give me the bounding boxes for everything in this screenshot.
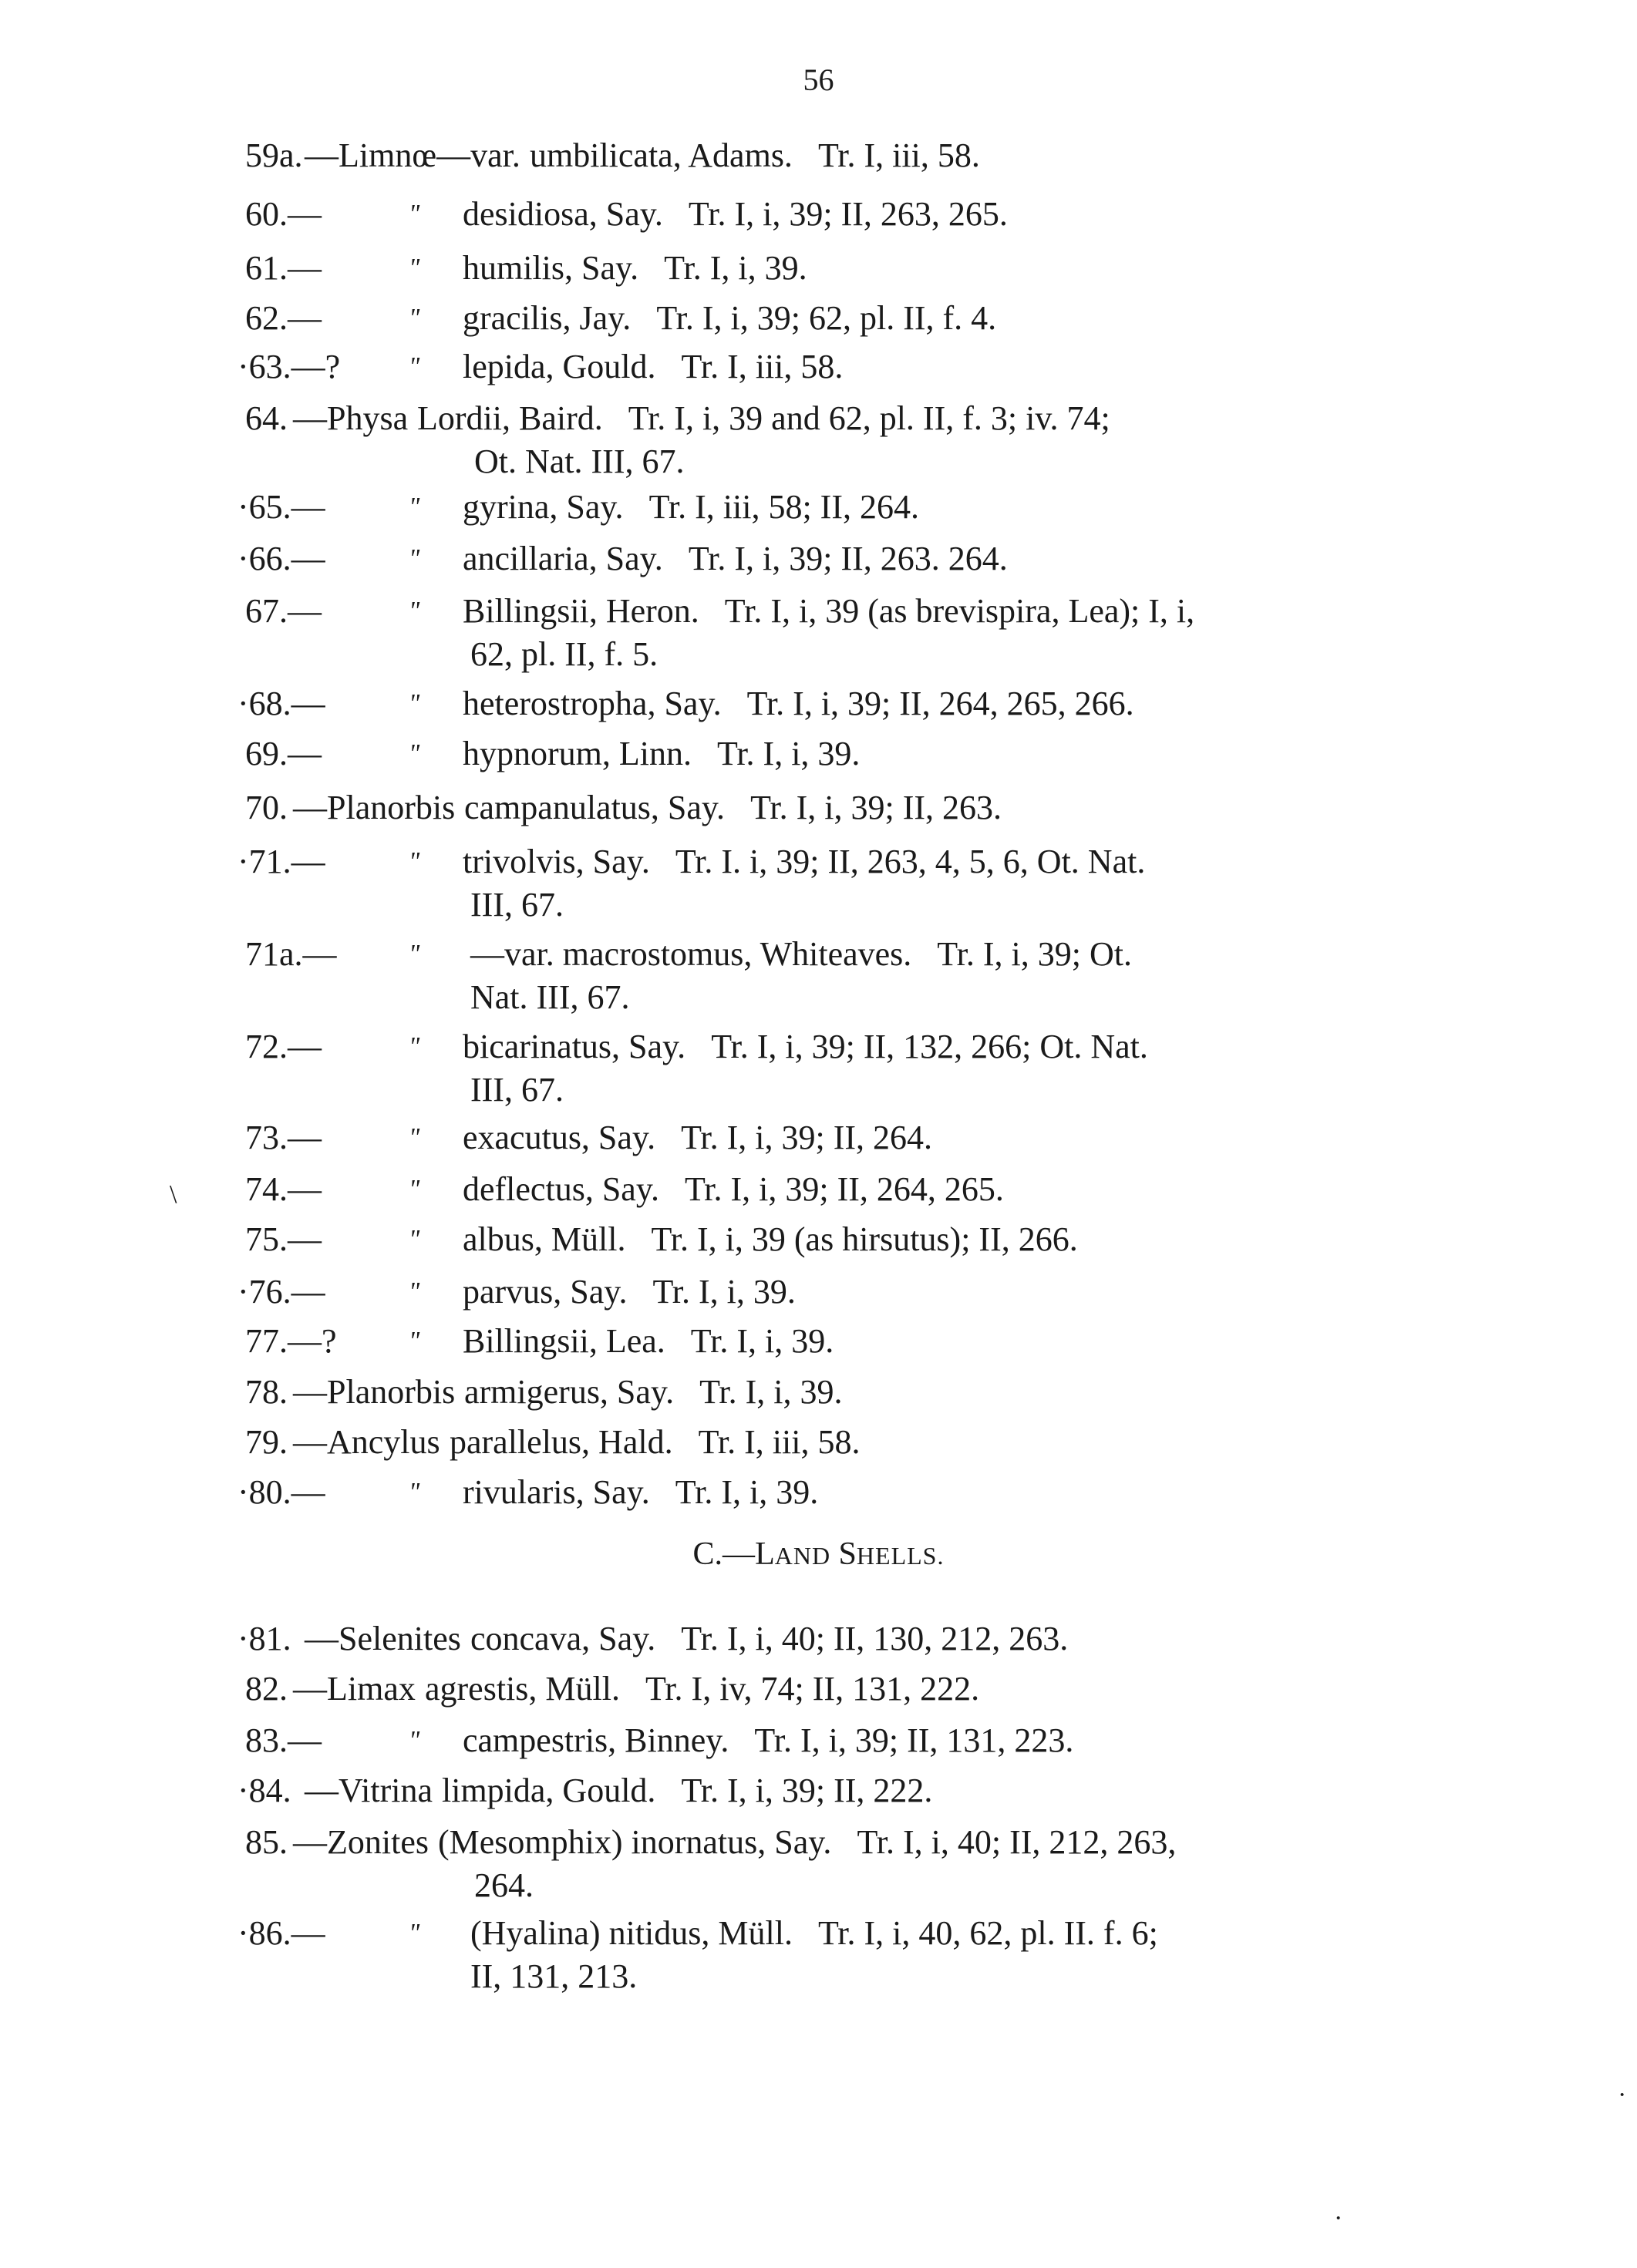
reference-continuation: 264. xyxy=(474,1866,534,1904)
entry-number: ·68.— xyxy=(237,685,325,722)
species-name: campanulatus, Say. xyxy=(464,789,726,826)
genus-name: —Limax xyxy=(293,1670,416,1708)
entry-body xyxy=(463,1116,932,1159)
entry-body xyxy=(463,1320,834,1363)
species-name: hypnorum, Linn. xyxy=(463,735,692,772)
entry-number: 69.— xyxy=(245,735,322,772)
ditto-mark: " xyxy=(409,597,420,625)
ditto-mark: " xyxy=(409,304,420,332)
margin-tick-mark: · xyxy=(1618,2081,1627,2109)
entry-number: 73.— xyxy=(245,1119,322,1156)
species-name: parvus, Say. xyxy=(463,1273,628,1311)
entry-number: ·80.— xyxy=(237,1473,325,1511)
reference-citation: Tr. I, iii, 58. xyxy=(698,1423,861,1461)
ditto-mark: " xyxy=(409,544,420,573)
species-name: parallelus, Hald. xyxy=(450,1423,673,1461)
species-name: exacutus, Say. xyxy=(463,1119,656,1156)
species-name: limpida, Gould. xyxy=(442,1772,656,1809)
species-name: campestris, Binney. xyxy=(463,1721,729,1759)
entry-number: 77.—? xyxy=(245,1322,337,1360)
entry-body xyxy=(464,1371,843,1414)
section-heading-land-shells xyxy=(0,1533,1637,1577)
entry-body xyxy=(417,397,1110,440)
species-name: (Hyalina) nitidus, Müll. xyxy=(470,1914,793,1952)
species-name: gyrina, Say. xyxy=(463,488,624,526)
entry-number: ·65.— xyxy=(237,488,325,526)
reference-citation: Tr. I, i, 39; II, 263, 265. xyxy=(688,195,1008,233)
entry-number: 71a.— xyxy=(245,935,337,973)
species-name: lepida, Gould. xyxy=(463,348,656,385)
species-name: gracilis, Jay. xyxy=(463,299,632,337)
section-heading-word1-initial: L xyxy=(755,1536,775,1572)
reference-citation: Tr. I, i, 39. xyxy=(652,1273,796,1311)
margin-dot-mark: · xyxy=(1334,2204,1343,2233)
reference-citation: Tr. I, i, 39 (as brevispira, Lea); I, i, xyxy=(724,592,1195,630)
ditto-mark: " xyxy=(409,847,420,876)
reference-citation: Tr. I, i, 39. xyxy=(699,1373,843,1411)
ditto-mark: " xyxy=(409,1327,420,1355)
genus-name: —Limnœ—var. xyxy=(305,136,520,174)
reference-continuation: 62, pl. II, f. 5. xyxy=(470,635,659,673)
ditto-mark: " xyxy=(409,493,420,521)
entry-body xyxy=(463,1270,796,1314)
reference-citation: Tr. I, i, 40, 62, pl. II. f. 6; xyxy=(817,1914,1158,1952)
species-name: albus, Müll. xyxy=(463,1220,626,1258)
species-name: rivularis, Say. xyxy=(463,1473,650,1511)
reference-continuation: II, 131, 213. xyxy=(470,1957,638,1995)
entry-number: ·66.— xyxy=(237,540,325,577)
entry-number: 61.— xyxy=(245,249,322,287)
entry-number: ·86.— xyxy=(237,1914,325,1952)
reference-citation: Tr. I, i, 40; II, 212, 263, xyxy=(857,1823,1177,1861)
entry-body xyxy=(463,732,860,776)
entry-number: 75.— xyxy=(245,1220,322,1258)
entry-body xyxy=(463,1218,1078,1261)
entry-number: 62.— xyxy=(245,299,322,337)
reference-citation: Tr. I, i, 39 and 62, pl. II, f. 3; iv. 74; xyxy=(628,399,1110,437)
reference-citation: Tr. I, iii, 58. xyxy=(817,136,980,174)
entry-body xyxy=(463,297,996,340)
entry-body xyxy=(425,1667,979,1711)
entry-number: 64. xyxy=(245,399,288,437)
reference-citation: Tr. I, i, 39. xyxy=(716,735,861,772)
ditto-mark: " xyxy=(409,689,420,718)
species-name: bicarinatus, Say. xyxy=(463,1028,686,1065)
ditto-mark: " xyxy=(409,352,420,381)
genus-name: —Physa xyxy=(293,399,409,437)
reference-citation: Tr. I, i, 39 (as hirsutus); II, 266. xyxy=(651,1220,1078,1258)
entry-body xyxy=(463,193,1008,236)
entry-number: ·76.— xyxy=(237,1273,325,1311)
entry-body xyxy=(463,590,1194,633)
entry-number: 78. xyxy=(245,1373,288,1411)
entry-number: 85. xyxy=(245,1823,288,1861)
entry-number: ·84. xyxy=(237,1772,291,1809)
entry-body xyxy=(450,1421,860,1464)
entry-number: 82. xyxy=(245,1670,288,1708)
genus-name: —Zonites xyxy=(293,1823,429,1861)
entry-body xyxy=(463,682,1134,725)
entry-body xyxy=(463,1719,1073,1762)
species-name: Lordii, Baird. xyxy=(417,399,603,437)
ditto-mark: " xyxy=(409,1478,420,1506)
reference-citation: Tr. I, iii, 58. xyxy=(681,348,844,385)
entry-body xyxy=(438,1821,1176,1864)
ditto-mark: " xyxy=(409,940,420,968)
entry-number: 60.— xyxy=(245,195,322,233)
genus-name: —Selenites xyxy=(305,1620,461,1657)
margin-tick-mark: \ xyxy=(170,1180,177,1209)
section-heading-word2-rest: HELLS. xyxy=(856,1542,945,1570)
reference-citation: Tr. I, i, 39. xyxy=(675,1473,819,1511)
section-heading-prefix: C.— xyxy=(692,1536,756,1572)
species-name: desidiosa, Say. xyxy=(463,195,663,233)
species-name: ancillaria, Say. xyxy=(463,540,663,577)
entry-body xyxy=(442,1769,932,1812)
ditto-mark: " xyxy=(409,1277,420,1306)
entry-number: 79. xyxy=(245,1423,288,1461)
entry-number: 83.— xyxy=(245,1721,322,1759)
reference-citation: Tr. I, i, 39; II, 264, 265, 266. xyxy=(746,685,1134,722)
reference-citation: Tr. I, iv, 74; II, 131, 222. xyxy=(645,1670,980,1708)
ditto-mark: " xyxy=(409,1032,420,1061)
species-name: umbilicata, Adams. xyxy=(530,136,793,174)
species-name: Billingsii, Heron. xyxy=(463,592,699,630)
reference-continuation: III, 67. xyxy=(470,886,564,924)
ditto-mark: " xyxy=(409,1175,420,1203)
genus-name: —Ancylus xyxy=(293,1423,440,1461)
entry-body xyxy=(463,247,807,290)
reference-citation: Tr. I, i, 39; Ot. xyxy=(937,935,1132,973)
ditto-mark: " xyxy=(409,1919,420,1947)
ditto-mark: " xyxy=(409,739,420,768)
entry-body xyxy=(463,840,1145,883)
reference-citation: Tr. I, i, 39; II, 264. xyxy=(681,1119,933,1156)
entry-number: 74.— xyxy=(245,1170,322,1208)
species-name: armigerus, Say. xyxy=(464,1373,675,1411)
species-name: (Mesomphix) inornatus, Say. xyxy=(438,1823,832,1861)
species-name: Billingsii, Lea. xyxy=(463,1322,665,1360)
reference-citation: Tr. I, i, 39; II, 263. 264. xyxy=(688,540,1008,577)
reference-citation: Tr. I. i, 39; II, 263, 4, 5, 6, Ot. Nat. xyxy=(675,843,1146,880)
reference-continuation: Nat. III, 67. xyxy=(470,978,630,1016)
ditto-mark: " xyxy=(409,1123,420,1152)
entry-body xyxy=(530,134,980,177)
species-name: humilis, Say. xyxy=(463,249,639,287)
entry-number: ·81. xyxy=(237,1620,291,1657)
page-number: 56 xyxy=(803,62,834,97)
reference-citation: Tr. I, iii, 58; II, 264. xyxy=(648,488,919,526)
species-name: trivolvis, Say. xyxy=(463,843,650,880)
entry-body xyxy=(463,1168,1004,1211)
entry-body xyxy=(463,1471,818,1514)
genus-name: —Planorbis xyxy=(293,1373,456,1411)
entry-number: 70. xyxy=(245,789,288,826)
entry-body xyxy=(463,486,919,529)
ditto-mark: " xyxy=(409,1225,420,1253)
entry-body xyxy=(470,1617,1068,1661)
species-name: concava, Say. xyxy=(470,1620,656,1657)
entry-number: ·63.—? xyxy=(237,348,341,385)
reference-citation: Tr. I, i, 40; II, 130, 212, 263. xyxy=(681,1620,1069,1657)
entry-body xyxy=(464,786,1002,829)
entry-body xyxy=(470,1912,1158,1955)
section-heading-word1-rest: AND xyxy=(774,1542,831,1570)
reference-continuation: III, 67. xyxy=(470,1071,564,1109)
ditto-mark: " xyxy=(409,1726,420,1755)
entry-number: 67.— xyxy=(245,592,322,630)
entry-number: 72.— xyxy=(245,1028,322,1065)
reference-citation: Tr. I, i, 39. xyxy=(690,1322,834,1360)
section-heading-word2-initial: S xyxy=(838,1536,857,1572)
species-name: agrestis, Müll. xyxy=(425,1670,620,1708)
species-name: heterostropha, Say. xyxy=(463,685,722,722)
entry-number: ·71.— xyxy=(237,843,325,880)
reference-citation: Tr. I, i, 39; II, 222. xyxy=(681,1772,933,1809)
species-name: deflectus, Say. xyxy=(463,1170,659,1208)
ditto-mark: " xyxy=(409,200,420,228)
species-name: —var. macrostomus, Whiteaves. xyxy=(470,935,912,973)
reference-citation: Tr. I, i, 39; II, 264, 265. xyxy=(684,1170,1004,1208)
reference-citation: Tr. I, i, 39. xyxy=(664,249,807,287)
genus-name: —Vitrina xyxy=(305,1772,433,1809)
ditto-mark: " xyxy=(409,254,420,282)
reference-continuation: Ot. Nat. III, 67. xyxy=(474,442,685,480)
reference-citation: Tr. I, i, 39; 62, pl. II, f. 4. xyxy=(656,299,997,337)
genus-name: —Planorbis xyxy=(293,789,456,826)
entry-number: 59a. xyxy=(245,136,303,174)
reference-citation: Tr. I, i, 39; II, 132, 266; Ot. Nat. xyxy=(711,1028,1148,1065)
reference-citation: Tr. I, i, 39; II, 131, 223. xyxy=(754,1721,1074,1759)
entry-body xyxy=(463,537,1008,580)
entry-body xyxy=(470,933,1132,976)
reference-citation: Tr. I, i, 39; II, 263. xyxy=(750,789,1002,826)
entry-body xyxy=(463,345,843,389)
entry-body xyxy=(463,1025,1148,1068)
